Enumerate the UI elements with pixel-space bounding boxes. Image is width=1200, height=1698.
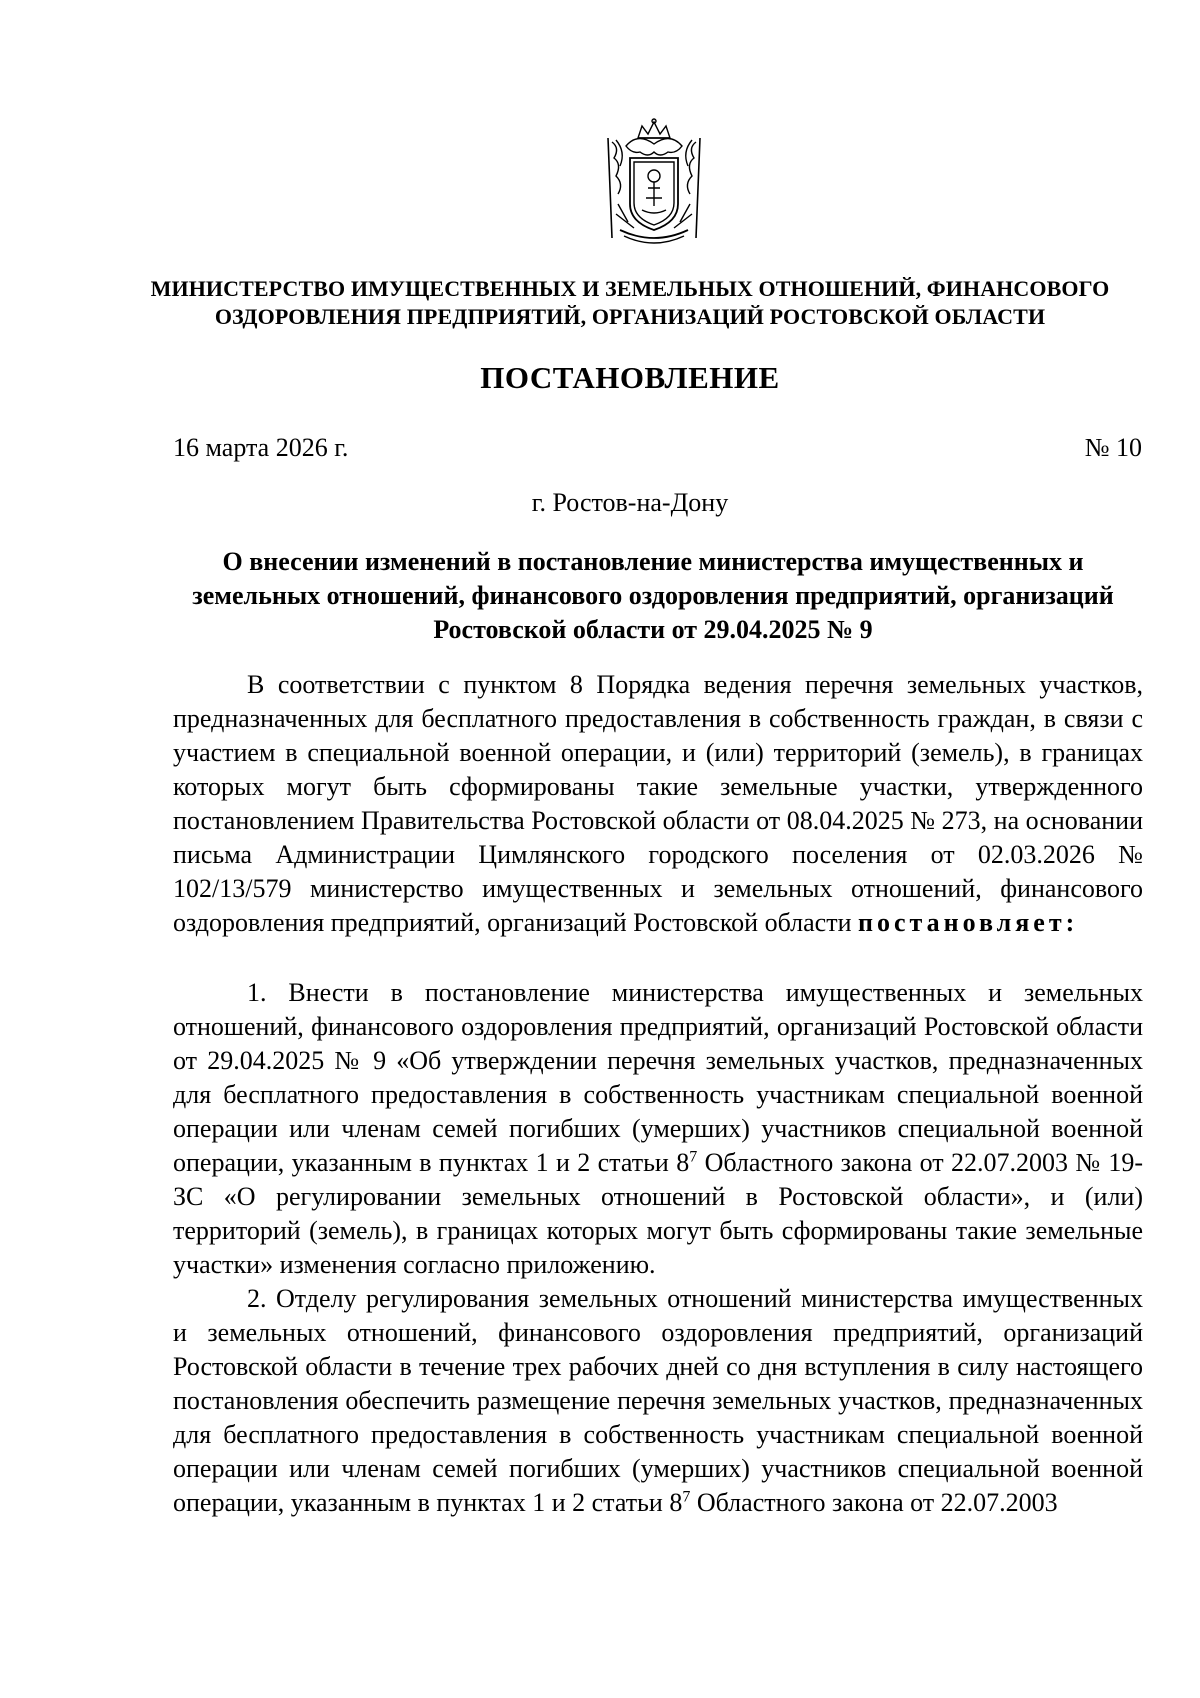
item-1-text-part1: 1. Внести в постановление министерства имущественных и земельных отношений, финансового оздоровления предприятий, организаций Ростовской области от 29.04.2025 № 9 «Об утверждении перечня земельных участков, предназначенных для бесплатного предоставления в собственность участникам специальной военной операции или членам семей погибших (умерших) участников специальной военной операции, указанным в пунктах 1 и 2 статьи 8 — [173, 978, 1143, 1177]
item-2-text-part1: 2. Отделу регулирования земельных отношений министерства имущественных и земельных отношений, финансового оздоровления предприятий, организаций Ростовской области в течение трех рабочих дней со дня вступления в силу настоящего постановления обеспечить размещение перечня земельных участков, предназначенных для бесплатного предоставления в собственность участникам специальной военной операции или членам семей погибших (умерших) участников специальной военной операции, указанным в пунктах 1 и 2 статьи 8 — [173, 1284, 1143, 1517]
preamble-text: В соответствии с пунктом 8 Порядка ведения перечня земельных участков, предназначенных для бесплатного предоставления в собственность граждан, в связи с участием в специальной военной операции, и (или) территорий (земель), в границах которых могут быть сформированы такие земельные участки, утвержденного постановлением Правительства Ростовской области от 08.04.2025 № 273, на основании письма Администрации Цимлянского городского поселения от 02.03.2026 № 102/13/579 министерство имущественных и земельных отношений, финансового оздоровления предприятий, организаций Ростовской области — [173, 670, 1143, 937]
document-body — [173, 668, 1143, 1520]
item-2-superscript: 7 — [682, 1488, 691, 1506]
item-2-paragraph — [173, 1282, 1143, 1520]
item-1-paragraph — [173, 976, 1143, 1282]
document-date: 16 марта 2026 г. — [173, 433, 349, 462]
document-subject: О внесении изменений в постановление министерства имущественных и земельных отношений, финансового оздоровления предприятий, организаций Ростовской области от 29.04.2025 № 9 — [192, 547, 1114, 644]
rostov-oblast-coat-of-arms-icon — [598, 118, 710, 250]
ministry-name: МИНИСТЕРСТВО ИМУЩЕСТВЕННЫХ И ЗЕМЕЛЬНЫХ ОТНОШЕНИЙ, ФИНАНСОВОГО ОЗДОРОВЛЕНИЯ ПРЕДПРИЯТИЙ, ОРГАНИЗАЦИЙ РОСТОВСКОЙ ОБЛАСТИ — [150, 276, 1110, 329]
resolves-word: постановляет: — [858, 908, 1079, 937]
item-1-text-part2: Областного закона от 22.07.2003 № 19-ЗС «О регулировании земельных отношений в Ростовской области», и (или) территорий (земель), в границах которых могут быть сформированы такие земельные участки» изменения согласно приложению. — [173, 1148, 1144, 1279]
item-2-text-part2: Областного закона от 22.07.2003 — [690, 1488, 1058, 1517]
document-number: № 10 — [1084, 433, 1142, 462]
document-type-title: ПОСТАНОВЛЕНИЕ — [480, 360, 780, 395]
preamble-paragraph — [173, 668, 1143, 940]
item-1-superscript: 7 — [689, 1148, 698, 1166]
document-city: г. Ростов-на-Дону — [531, 488, 729, 517]
